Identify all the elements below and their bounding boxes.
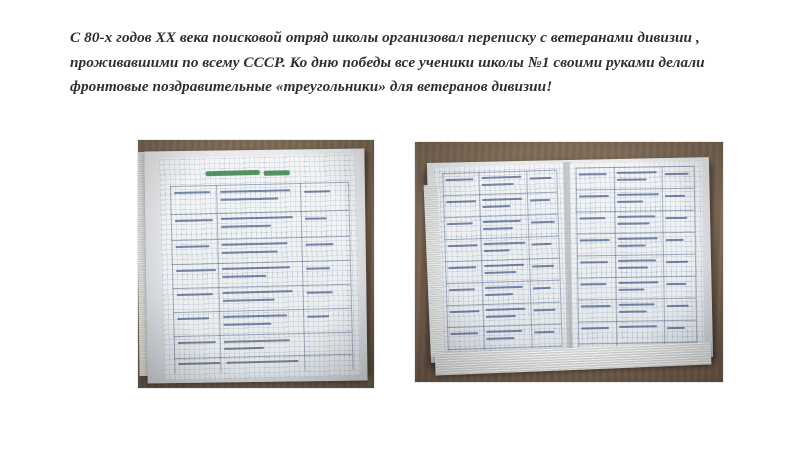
handwriting-line xyxy=(579,217,605,219)
handwriting-line xyxy=(580,283,606,285)
notebook-page-left xyxy=(434,163,570,357)
handwriting-line xyxy=(666,261,688,263)
handwriting-line xyxy=(617,200,643,202)
handwriting-line xyxy=(666,239,684,241)
handwriting-line xyxy=(667,327,685,329)
photo-notebook-right xyxy=(415,142,723,382)
handwriting-line xyxy=(618,244,646,246)
notebook-page xyxy=(159,154,360,381)
page-title: С 80-х годов XX века поисковой отряд школы организовал переписку с ветеранами дивизии , проживавшими по всему СССР. Ко дню победы все ученики школы №1 своими руками делали фронтовые поздравительные «треугольники» для ветеранов дивизии! xyxy=(70,29,705,96)
notebook-page-right xyxy=(569,162,704,354)
page-heading-handwriting-2 xyxy=(264,170,290,176)
notebook-page-block xyxy=(144,148,367,383)
handwriting-line xyxy=(667,305,689,307)
handwriting-line xyxy=(665,195,685,197)
handwriting-line xyxy=(579,173,607,175)
handwriting-line xyxy=(666,283,686,285)
notebook-page-block xyxy=(427,157,713,363)
handwriting-line xyxy=(581,327,609,329)
photo-group xyxy=(0,130,800,390)
photo-notebook-left xyxy=(138,140,374,388)
handwriting-line xyxy=(665,173,689,175)
handwriting-line xyxy=(618,288,644,290)
handwriting-line xyxy=(665,217,687,219)
